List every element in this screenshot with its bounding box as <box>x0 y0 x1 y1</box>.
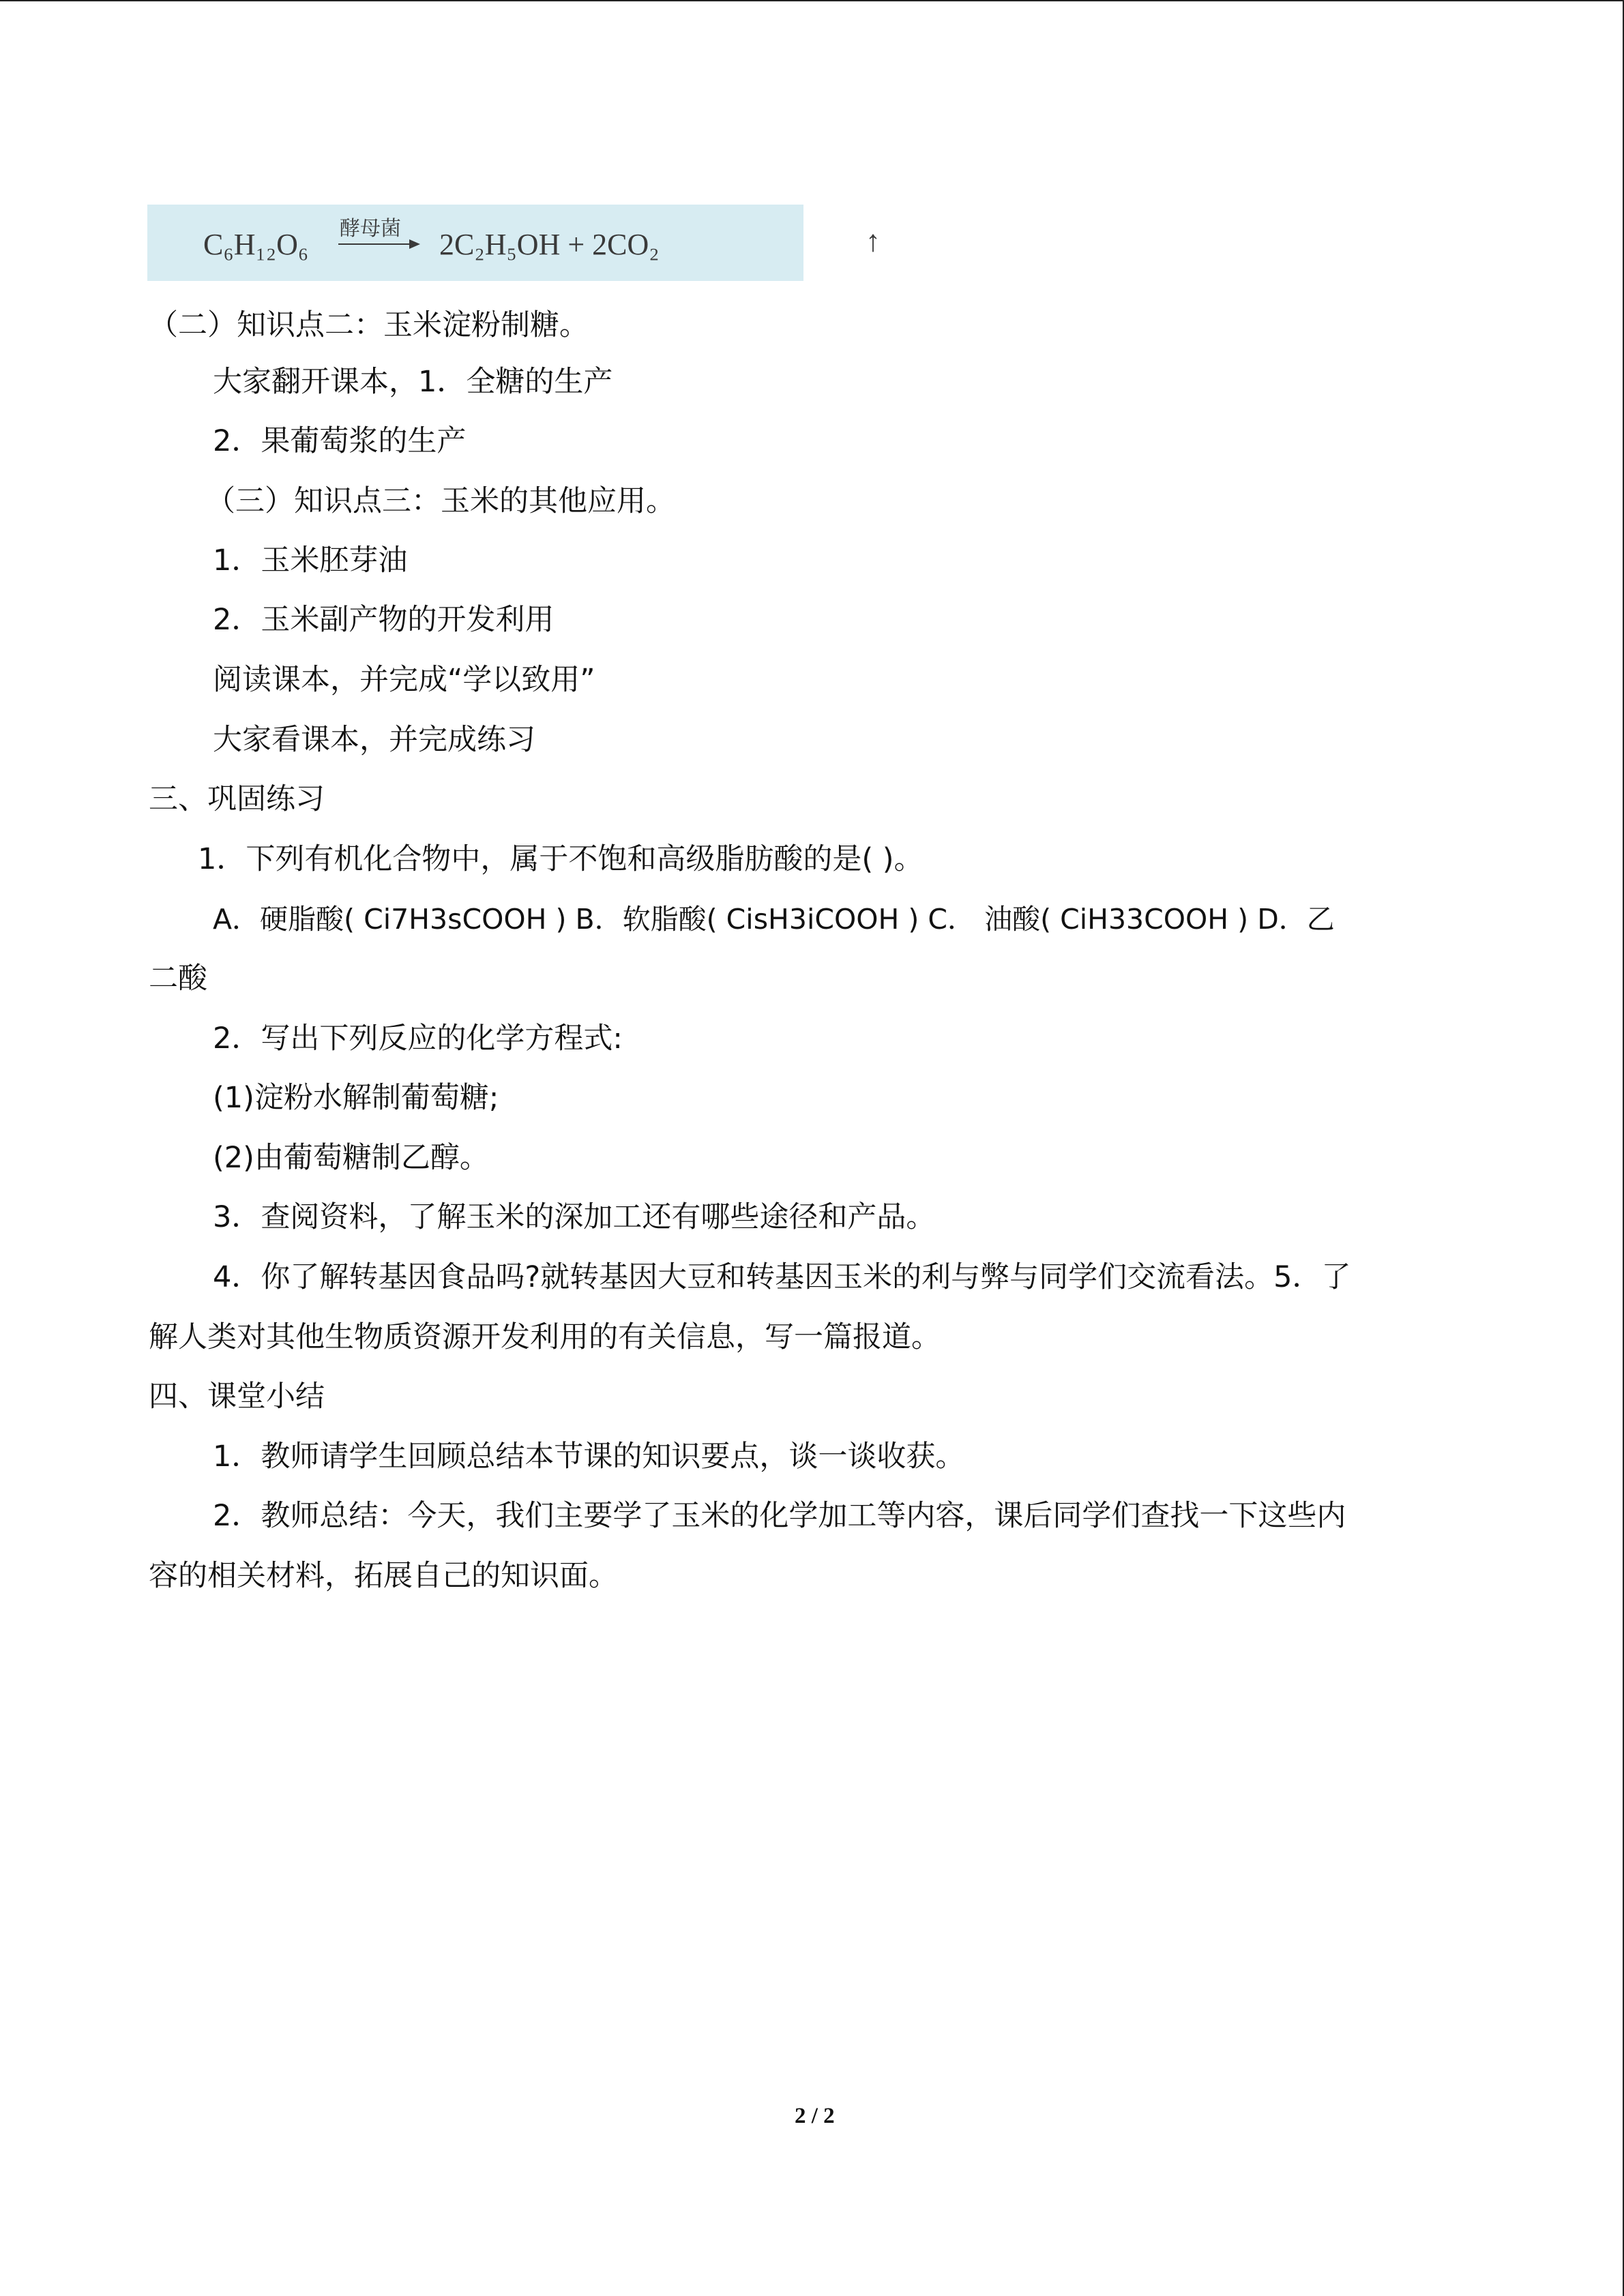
paragraph-line: 2．玉米副产物的开发利用 <box>213 603 555 637</box>
reaction-arrow-line <box>338 243 417 245</box>
section-heading-knowledge-point-2: （二）知识点二：玉米淀粉制糖。 <box>149 308 589 342</box>
equation-reactant: C₆H₁₂O₆ <box>203 228 309 261</box>
paragraph-line: 大家看课本，并完成练习 <box>213 723 535 757</box>
question-4-continued: 解人类对其他生物质资源开发利用的有关信息，写一篇报道。 <box>149 1320 941 1354</box>
reaction-arrow-head <box>409 239 420 249</box>
question-1: 1．下列有机化合物中，属于不饱和高级脂肪酸的是( )。 <box>198 842 924 876</box>
question-4: 4．你了解转基因食品吗?就转基因大豆和转基因玉米的利与弊与同学们交流看法。5．了 <box>213 1260 1351 1294</box>
equation-products: 2C₂H₅OH + 2CO₂ <box>439 228 660 261</box>
fermentation-equation-figure <box>147 205 881 281</box>
paragraph-line: 大家翻开课本，1．全糖的生产 <box>213 365 613 399</box>
question-3: 3．查阅资料，了解玉米的深加工还有哪些途径和产品。 <box>213 1200 936 1234</box>
question-1-options-continued: 二酸 <box>149 961 207 996</box>
summary-item-2: 2．教师总结：今天，我们主要学了玉米的化学加工等内容，课后同学们查找一下这些内 <box>213 1499 1346 1533</box>
gas-release-arrow-icon: ↑ <box>866 224 881 258</box>
summary-item-2-continued: 容的相关材料，拓展自己的知识面。 <box>149 1559 618 1593</box>
question-2-part-1: (1)淀粉水解制葡萄糖; <box>213 1081 499 1115</box>
paragraph-line: 2．果葡萄浆的生产 <box>213 424 467 458</box>
question-1-options: A．硬脂酸( Ci7H3sCOOH ) B．软脂酸( CisH3iCOOH ) C． 油酸( CiH33COOH ) D．乙 <box>213 903 1335 936</box>
question-2-part-2: (2)由葡萄糖制乙醇。 <box>213 1141 489 1175</box>
section-heading-practice: 三、巩固练习 <box>149 782 325 816</box>
page-number: 2 / 2 <box>795 2104 835 2128</box>
summary-item-1: 1．教师请学生回顾总结本节课的知识要点，谈一谈收获。 <box>213 1440 965 1474</box>
question-2: 2．写出下列反应的化学方程式: <box>213 1022 623 1056</box>
section-heading-knowledge-point-3: （三）知识点三：玉米的其他应用。 <box>206 484 675 518</box>
equation-catalyst-label: 酵母菌 <box>340 217 401 241</box>
paragraph-line: 1．玉米胚芽油 <box>213 543 408 578</box>
paragraph-line: 阅读课本，并完成“学以致用” <box>213 663 595 697</box>
section-heading-summary: 四、课堂小结 <box>149 1380 325 1414</box>
